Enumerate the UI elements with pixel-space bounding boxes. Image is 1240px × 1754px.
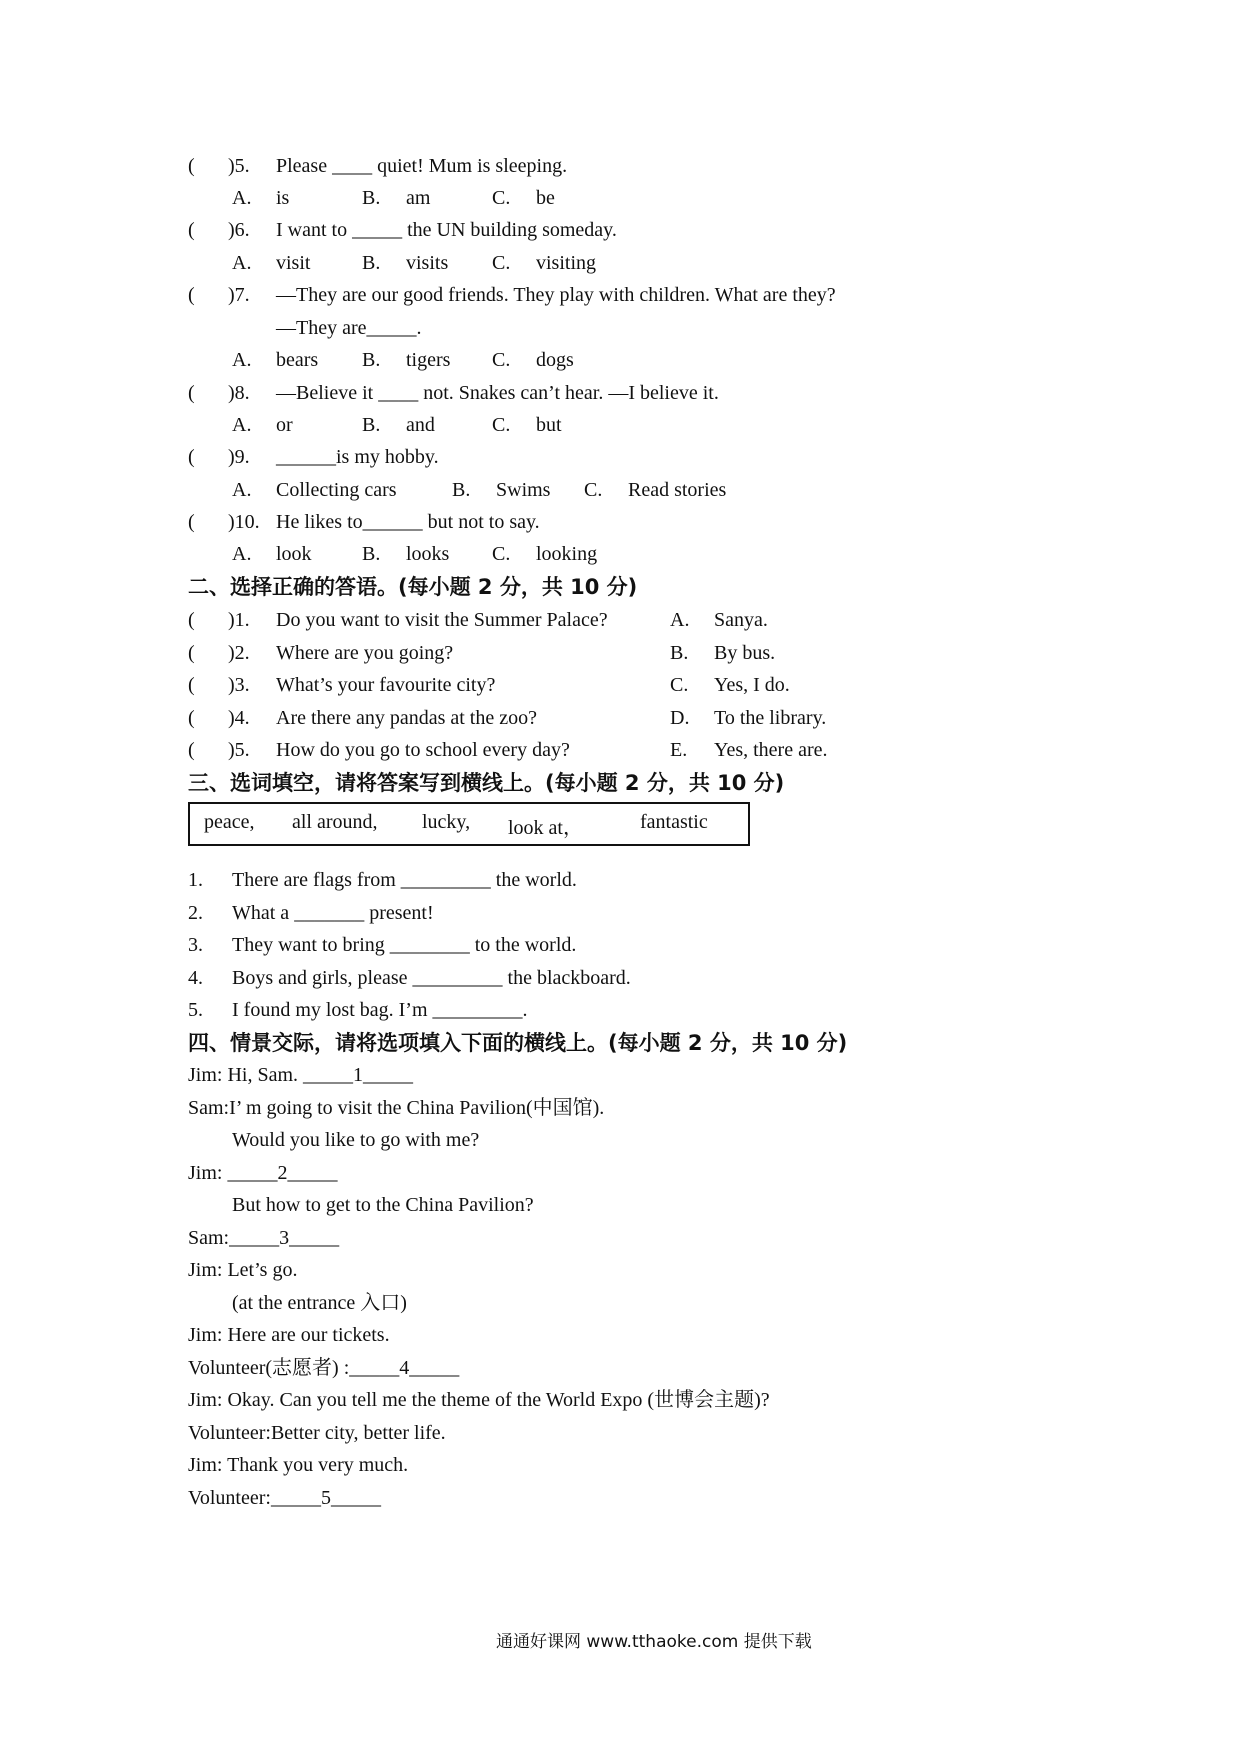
option-letter-b: B.: [452, 479, 471, 501]
answer-paren: (: [188, 284, 195, 306]
answer-text: Yes, there are.: [714, 739, 828, 761]
question-number: )2.: [228, 642, 250, 664]
question-text-line2: —They are_____.: [276, 317, 422, 339]
dialogue-line: Volunteer:_____5_____: [188, 1487, 381, 1509]
option-letter-b: B.: [362, 187, 381, 209]
answer-text: By bus.: [714, 642, 776, 664]
word-bank-item: peace,: [204, 811, 255, 833]
dialogue-line: (at the entrance 入口): [232, 1292, 407, 1314]
question-text: Are there any pandas at the zoo?: [276, 707, 537, 729]
option-c: visiting: [536, 252, 597, 274]
question-text: Do you want to visit the Summer Palace?: [276, 609, 608, 631]
option-letter-a: A.: [232, 479, 252, 501]
question-text: Please ____ quiet! Mum is sleeping.: [276, 155, 568, 177]
option-a: or: [276, 414, 293, 436]
option-letter-b: B.: [362, 349, 381, 371]
option-a: look: [276, 543, 312, 565]
word-bank-box: [188, 802, 750, 846]
question-number: )9.: [228, 446, 250, 468]
option-letter-c: C.: [492, 187, 511, 209]
answer-letter: B.: [670, 642, 689, 664]
dialogue-line: Volunteer:Better city, better life.: [188, 1422, 446, 1444]
option-letter-c: C.: [492, 252, 511, 274]
option-c: looking: [536, 543, 598, 565]
option-letter-b: B.: [362, 543, 381, 565]
option-letter-b: B.: [362, 414, 381, 436]
question-number: )10.: [228, 511, 260, 533]
dialogue-line: Jim: Hi, Sam. _____1_____: [188, 1064, 414, 1086]
question-number: )8.: [228, 382, 250, 404]
answer-letter: D.: [670, 707, 690, 729]
answer-letter: E.: [670, 739, 688, 761]
answer-paren: (: [188, 219, 195, 241]
dialogue-line: Sam:I’ m going to visit the China Pavilion(中国馆).: [188, 1097, 605, 1119]
dialogue-line: Jim: Thank you very much.: [188, 1454, 409, 1476]
dialogue-line: Would you like to go with me?: [232, 1129, 480, 1151]
dialogue-line: Volunteer(志愿者) :_____4_____: [188, 1357, 460, 1379]
option-letter-a: A.: [232, 252, 252, 274]
question-text: —They are our good friends. They play with children. What are they?: [276, 284, 836, 306]
question-text: Where are you going?: [276, 642, 454, 664]
item-number: 3.: [188, 934, 203, 956]
question-text: He likes to______ but not to say.: [276, 511, 540, 533]
option-letter-c: C.: [492, 543, 511, 565]
question-number: )1.: [228, 609, 250, 631]
word-bank-item: lucky,: [422, 811, 471, 833]
option-letter-a: A.: [232, 349, 252, 371]
option-c: dogs: [536, 349, 574, 371]
option-a: visit: [276, 252, 311, 274]
answer-letter: A.: [670, 609, 690, 631]
option-c: but: [536, 414, 562, 436]
answer-paren: (: [188, 642, 195, 664]
question-text: What’s your favourite city?: [276, 674, 496, 696]
option-letter-a: A.: [232, 543, 252, 565]
dialogue-line: Jim: _____2_____: [188, 1162, 338, 1184]
answer-paren: (: [188, 382, 195, 404]
option-letter-c: C.: [492, 414, 511, 436]
word-bank-item: look at，: [508, 817, 583, 839]
item-text: I found my lost bag. I’m _________.: [232, 999, 528, 1021]
question-number: )4.: [228, 707, 250, 729]
item-text: What a _______ present!: [232, 902, 434, 924]
answer-paren: (: [188, 609, 195, 631]
answer-paren: (: [188, 707, 195, 729]
question-text: How do you go to school every day?: [276, 739, 570, 761]
dialogue-line: Jim: Let’s go.: [188, 1259, 298, 1281]
dialogue-line: Jim: Okay. Can you tell me the theme of the World Expo (世博会主题)?: [188, 1389, 770, 1411]
option-a: Collecting cars: [276, 479, 397, 501]
option-b: am: [406, 187, 431, 209]
answer-text: To the library.: [714, 707, 827, 729]
section-heading-2: 二、选择正确的答语。(每小题 2 分，共 10 分): [188, 575, 638, 599]
option-letter-a: A.: [232, 187, 252, 209]
dialogue-line: Jim: Here are our tickets.: [188, 1324, 390, 1346]
answer-paren: (: [188, 155, 195, 177]
question-text: ______is my hobby.: [276, 446, 439, 468]
answer-text: Yes, I do.: [714, 674, 790, 696]
question-number: )5.: [228, 155, 250, 177]
section-heading-3: 三、选词填空，请将答案写到横线上。(每小题 2 分，共 10 分): [188, 771, 785, 795]
question-number: )7.: [228, 284, 250, 306]
option-letter-c: C.: [584, 479, 603, 501]
answer-paren: (: [188, 446, 195, 468]
item-number: 5.: [188, 999, 203, 1021]
question-number: )6.: [228, 219, 250, 241]
option-c: Read stories: [628, 479, 727, 501]
option-b: visits: [406, 252, 449, 274]
option-b: Swims: [496, 479, 551, 501]
answer-letter: C.: [670, 674, 689, 696]
question-number: )3.: [228, 674, 250, 696]
option-letter-c: C.: [492, 349, 511, 371]
item-number: 4.: [188, 967, 203, 989]
option-letter-b: B.: [362, 252, 381, 274]
option-a: is: [276, 187, 290, 209]
item-number: 1.: [188, 869, 203, 891]
item-text: Boys and girls, please _________ the blackboard.: [232, 967, 631, 989]
option-letter-a: A.: [232, 414, 252, 436]
answer-paren: (: [188, 511, 195, 533]
option-a: bears: [276, 349, 319, 371]
page-footer: 通通好课网 www.tthaoke.com 提供下载: [496, 1632, 812, 1652]
dialogue-line: But how to get to the China Pavilion?: [232, 1194, 534, 1216]
answer-text: Sanya.: [714, 609, 768, 631]
option-b: looks: [406, 543, 450, 565]
section-heading-4: 四、情景交际，请将选项填入下面的横线上。(每小题 2 分，共 10 分): [188, 1031, 848, 1055]
option-c: be: [536, 187, 555, 209]
item-text: There are flags from _________ the world.: [232, 869, 577, 891]
item-number: 2.: [188, 902, 203, 924]
answer-paren: (: [188, 674, 195, 696]
question-number: )5.: [228, 739, 250, 761]
word-bank-item: fantastic: [640, 811, 708, 833]
dialogue-line: Sam:_____3_____: [188, 1227, 340, 1249]
item-text: They want to bring ________ to the world.: [232, 934, 577, 956]
word-bank-item: all around,: [292, 811, 378, 833]
question-text: —Believe it ____ not. Snakes can’t hear. —I believe it.: [276, 382, 719, 404]
answer-paren: (: [188, 739, 195, 761]
option-b: tigers: [406, 349, 451, 371]
question-text: I want to _____ the UN building someday.: [276, 219, 617, 241]
option-b: and: [406, 414, 435, 436]
